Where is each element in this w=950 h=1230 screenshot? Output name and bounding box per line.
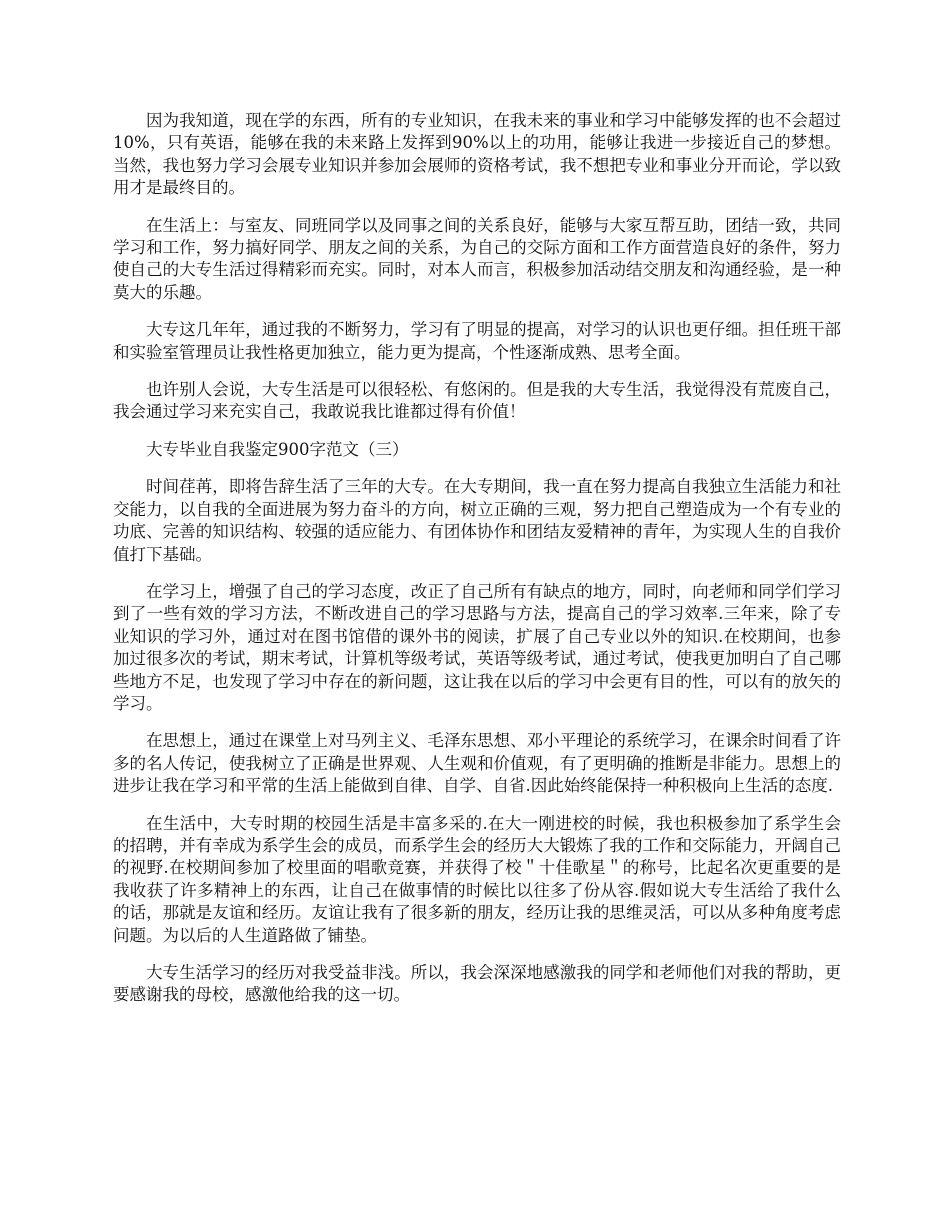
paragraph-study: 在学习上，增强了自己的学习态度，改正了自己所有有缺点的地方，同时，向老师和同学们学习到了一些有效的学习方法，不断改进自己的学习思路与方法，提高自己的学习效率.三年来，除了专业知识的学习外，通过对在图书馆借的课外书的阅读，扩展了自己专业以外的知识.在校期间，也参加过很多次的考试，期末考试，计算机等级考试，英语等级考试，通过考试，使我更加明白了自己哪些地方不足，也发现了学习中存在的新问题，这让我在以后的学习中会更有目的性，可以有的放矢的学习。 [113,581,841,713]
paragraph-study-progress: 大专这几年年，通过我的不断努力，学习有了明显的提高，对学习的认识也更仔细。担任班干部和实验室管理员让我性格更加独立，能力更为提高，个性逐渐成熟、思考全面。 [113,320,841,362]
document-body [113,110,841,1022]
paragraph-thought: 在思想上，通过在课堂上对马列主义、毛泽东思想、邓小平理论的系统学习，在课余时间看了许多的名人传记，使我树立了正确是世界观、人生观和价值观，有了更明确的推断是非能力。思想上的进步让我在学习和平常的生活上能做到自律、自学、自省.因此始终能保持一种积极向上生活的态度. [113,731,841,796]
paragraph-english-importance: 因为我知道，现在学的东西，所有的专业知识，在我未来的事业和学习中能够发挥的也不会超过10%，只有英语，能够在我的未来路上发挥到90%以上的功用，能够让我进一步接近自己的梦想。当然，我也努力学习会展专业知识并参加会展师的资格考试，我不想把专业和事业分开而论，学以致用才是最终目的。 [113,111,841,198]
paragraph-life-relationships: 在生活上：与室友、同班同学以及同事之间的关系良好，能够与大家互帮互助，团结一致，共同学习和工作，努力搞好同学、朋友之间的关系，为自己的交际方面和工作方面营造良好的条件，努力使自己的大专生活过得精彩而充实。同时，对本人而言，积极参加活动结交朋友和沟通经验，是一种莫大的乐趣。 [113,215,841,302]
paragraph-college-life-value: 也许别人会说，大专生活是可以很轻松、有悠闲的。但是我的大专生活，我觉得没有荒废自己，我会通过学习来充实自己，我敢说我比谁都过得有价值！ [113,380,841,422]
section-heading: 大专毕业自我鉴定900字范文（三） [146,439,409,459]
paragraph-intro-three-years: 时间荏苒，即将告辞生活了三年的大专。在大专期间，我一直在努力提高自我独立生活能力和社交能力，以自我的全面进展为努力奋斗的方向，树立正确的三观，努力把自己塑造成为一个有专业的功底、完善的知识结构、较强的适应能力、有团体协作和团结友爱精神的青年，为实现人生的自我价值打下基础。 [113,477,841,564]
paragraph-gratitude: 大专生活学习的经历对我受益非浅。所以，我会深深地感激我的同学和老师他们对我的帮助，更要感谢我的母校，感激他给我的这一切。 [113,963,841,1005]
paragraph-life: 在生活中，大专时期的校园生活是丰富多采的.在大一刚进校的时候，我也积极参加了系学生会的招聘，并有幸成为系学生会的成员，而系学生会的经历大大锻炼了我的工作和交际能力，开阔自己的视野.在校期间参加了校里面的唱歌竞赛，并获得了校＂十佳歌星＂的称号，比起名次更重要的是我收获了许多精神上的东西，让自己在做事情的时候比以往多了份从容.假如说大专生活给了我什么的话，那就是友谊和经历。友谊让我有了很多新的朋友，经历让我的思维灵活，可以从多种角度考虑问题。为以后的人生道路做了铺垫。 [113,813,841,945]
